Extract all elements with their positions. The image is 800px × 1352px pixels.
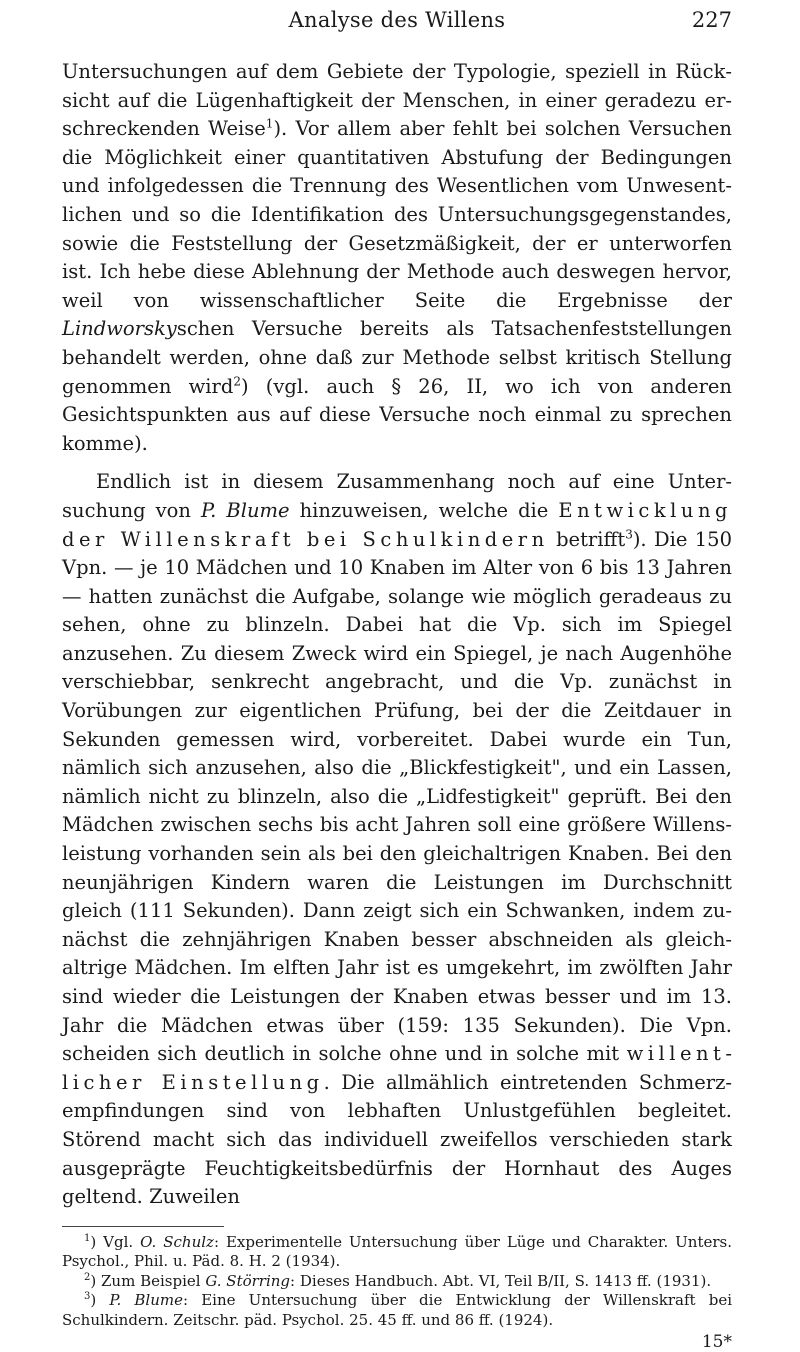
body-text xyxy=(62,58,732,1212)
signature-mark: 15* xyxy=(701,1332,732,1352)
spaced-emphasis: Entwicklung der Willenskraft bei Schulkindern xyxy=(62,498,732,551)
spaced-emphasis: willentlicher Einstellung xyxy=(62,1042,732,1094)
footnote-ref-3: 3 xyxy=(625,527,633,541)
footnote-ref-1: 1 xyxy=(265,116,274,131)
author-name: P. Blume xyxy=(201,498,290,522)
footnotes xyxy=(62,1233,732,1331)
running-title: Analyse des Willens xyxy=(288,8,506,32)
footnote-divider xyxy=(62,1226,224,1227)
page xyxy=(0,8,800,1352)
footnote-3: $^3$) P. Blume: Eine Untersuchung über die Entwicklung der Willenskraft bei Schulkindern. Zeitschr. päd. Psychol. 25. 45 ff. und 86 ff. (1924). xyxy=(62,1291,732,1329)
paragraph-1: Untersuchungen auf dem Gebiete der Typologie, speziell in Rücksicht auf die Lügenhaftigkeit der Menschen, in einer geradezu erschreckenden Weise$^1$). Vor allem aber fehlt bei solchen Versuchen die Möglichkeit einer quantitativen Abstufung der Bedingungen und infolgedessen die Trennung des Wesentlichen vom Unwesentlichen und so die Identifikation des Untersuchungsgegenstandes, sowie die Feststellung der Gesetzmäßigkeit, der er unterworfen ist. Ich hebe diese Ablehnung der Methode auch deswegen hervor, weil von wissenschaftlicher Seite die Ergebnisse der Lindworskyschen Versuche bereits als Tatsachenfeststellungen behandelt werden, ohne daß zur Methode selbst kritisch Stellung genommen wird$^2$) (vgl. auch § 26, II, wo ich von anderen Gesichtspunkten aus auf diese Versuche noch einmal zu sprechen komme). xyxy=(62,60,732,455)
running-header xyxy=(62,8,732,46)
footnote-2: $^2$) Zum Beispiel G. Störring: Dieses Handbuch. Abt. VI, Teil B/II, S. 1413 ff. (1931). xyxy=(84,1271,712,1290)
footnote-1: $^1$) Vgl. O. Schulz: Experimentelle Untersuchung über Lüge und Charakter. Unters. Psychol., Phil. u. Päd. 8. H. 2 (1934). xyxy=(62,1232,733,1271)
footnote-ref-2: 2 xyxy=(233,374,241,389)
page-number: 227 xyxy=(691,8,732,32)
author-name: Lindworsky xyxy=(62,317,177,341)
paragraph-2: Endlich ist in diesem Zusammenhang noch auf eine Untersuchung von P. Blume hinzuweisen, welche die Entwicklung der Willenskraft bei Schulkindern betrifft$^3$). Die 150 Vpn. — je 10 Mädchen und 10 Knaben im Alter von 6 bis 13 Jahren — hatten zunächst die Aufgabe, solange wie möglich geradeaus zu sehen, ohne zu blinzeln. Dabei hat die Vp. sich im Spiegel anzusehen. Zu diesem Zweck wird ein Spiegel, je nach Augenhöhe verschiebbar, senkrecht angebracht, und die Vp. zunächst in Vorübungen zur eigentlichen Prüfung, bei der die Zeitdauer in Sekunden gemessen wird, vorbereitet. Dabei wurde ein Tun, nämlich sich anzusehen, also die „Blickfestigkeit", und ein Lassen, nämlich nicht zu blinzeln, also die „Lidfestigkeit" geprüft. Bei den Mädchen zwischen sechs bis acht Jahren soll eine größere Willensleistung vorhanden sein als bei den gleichaltrigen Knaben. Bei den neunjährigen Kindern waren die Leistungen im Durchschnitt gleich (111 Sekunden). Dann zeigt sich ein Schwanken, indem zunächst die zehnjährigen Knaben besser abschneiden als gleichaltrige Mädchen. Im elften Jahr ist es umgekehrt, im zwölften Jahr sind wieder die Leistungen der Knaben etwas besser und im 13. Jahr die Mädchen etwas über (159: 135 Sekunden). Die Vpn. scheiden sich deutlich in solche ohne und in solche mit willentlicher Einstellung. Die allmählich eintretenden Schmerzempfindungen sind von lebhaften Unlustgefühlen begleitet. Störend macht sich das individuell zweifellos verschieden stark ausgeprägte Feuchtigkeitsbedürfnis der Hornhaut des Auges geltend. Zuweilen xyxy=(62,470,733,1209)
